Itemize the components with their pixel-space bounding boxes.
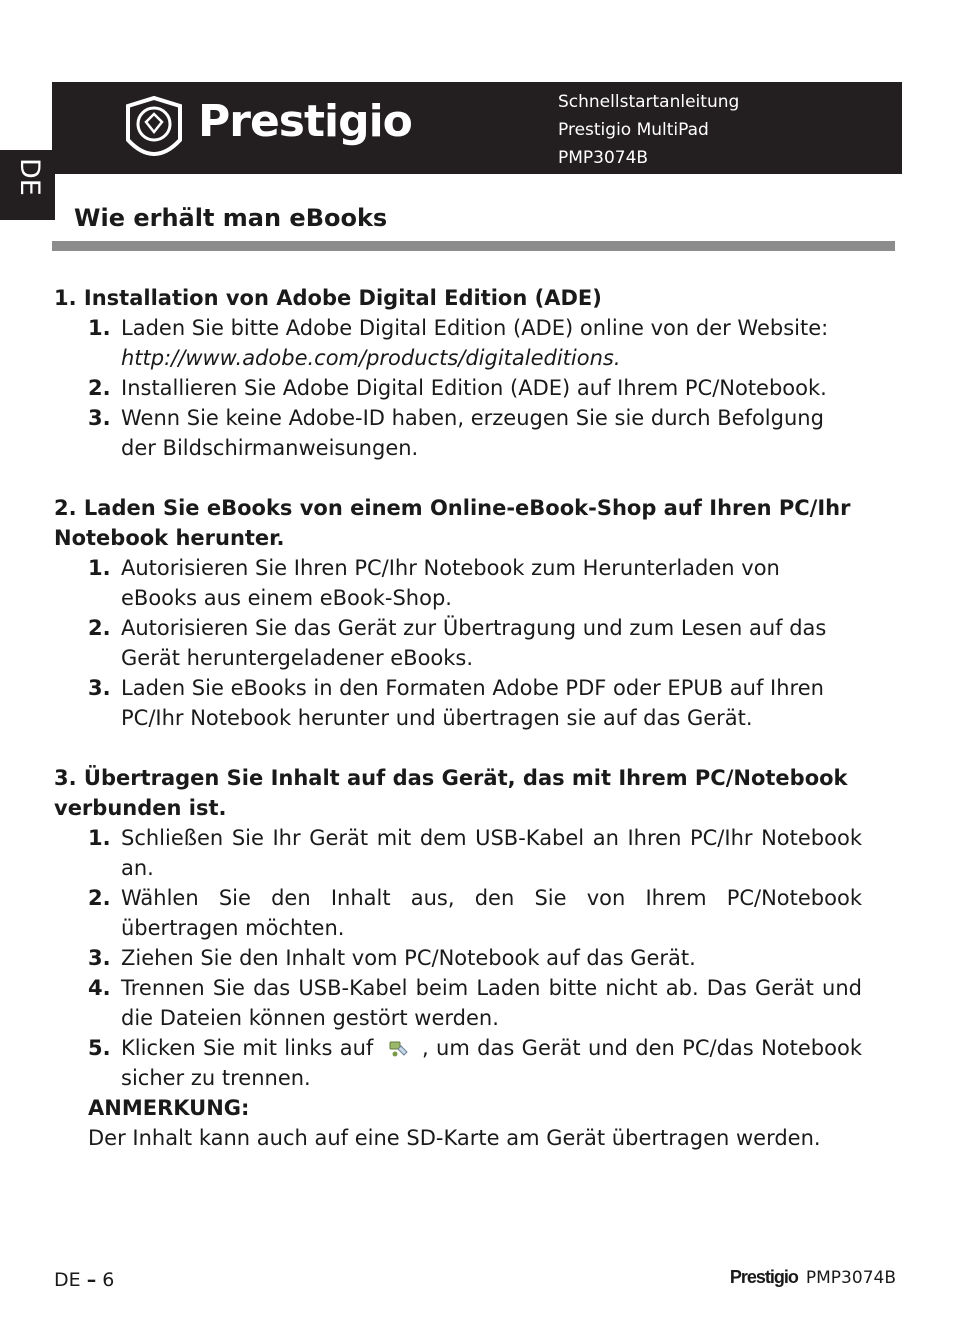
list-item [88,373,862,403]
step-text: Trennen Sie das USB-Kabel beim Laden bitte nicht ab. Das Gerät und die Dateien können gestört werden. [121,976,862,1030]
step-text-main: Laden Sie bitte Adobe Digital Edition (ADE) online von der Website: [121,316,829,340]
step-number: 3. [88,406,111,430]
step-number: 3. [88,676,111,700]
step-number: 2. [88,376,111,400]
step-number: 1. [88,826,111,850]
footer-lang: DE [54,1269,81,1291]
list-item [88,1033,862,1093]
note [54,1093,862,1153]
content [54,283,862,1153]
list-item [88,943,862,973]
section-heading: 2. Laden Sie eBooks von einem Online-eBook-Shop auf Ihren PC/Ihr Notebook herunter. [54,496,851,550]
step-number: 2. [88,886,111,910]
list-item [88,553,862,613]
footer-page: 6 [102,1269,115,1291]
step-list [54,553,862,733]
section-heading: 3. Übertragen Sie Inhalt auf das Gerät, das mit Ihrem PC/Notebook verbunden ist. [54,766,848,820]
step-text: Installieren Sie Adobe Digital Edition (ADE) auf Ihrem PC/Notebook. [121,376,827,400]
step-text [121,1033,862,1093]
footer-logo: Prestigio [729,1267,798,1287]
step-text: Wenn Sie keine Adobe-ID haben, erzeugen Sie sie durch Befolgung der Bildschirmanweisungen. [121,406,824,460]
footer-page-number [54,1269,114,1291]
note-label: ANMERKUNG: [88,1096,250,1120]
list-item [88,883,862,943]
header-product: Prestigio MultiPad [558,120,709,140]
header-model: PMP3074B [558,148,649,168]
step-number: 5. [88,1036,111,1060]
step-text [121,313,862,373]
safely-remove-hardware-icon [387,1039,409,1059]
list-item [88,973,862,1033]
step-number: 1. [88,556,111,580]
language-tab-label: DE [14,158,45,196]
step-text: Schließen Sie Ihr Gerät mit dem USB-Kabel an Ihren PC/Ihr Notebook an. [121,826,862,880]
step-number: 4. [88,976,111,1000]
step-text: Autorisieren Sie das Gerät zur Übertragung und zum Lesen auf das Gerät heruntergeladener eBooks. [121,616,827,670]
footer-dash: – [86,1269,97,1291]
header-info [558,88,739,172]
list-item [88,313,862,373]
list-item [88,823,862,883]
step-text-before: Klicken Sie mit links auf [121,1036,374,1060]
brand-wordmark: Prestigio [198,96,412,147]
footer-model: PMP3074B [805,1268,896,1288]
step-text-after: , um das Gerät und den PC/das Notebook sicher zu trennen. [121,1036,862,1090]
language-tab [0,150,55,220]
section-heading: 1. Installation von Adobe Digital Edition (ADE) [54,286,602,310]
title-rule [52,241,895,251]
header-bar [52,82,902,174]
footer-brand [730,1267,896,1288]
step-list [54,823,862,1093]
page-title: Wie erhält man eBooks [74,204,388,232]
header-doc-type: Schnellstartanleitung [558,92,740,112]
step-number: 2. [88,616,111,640]
adobe-url-link[interactable]: http://www.adobe.com/products/digitaleditions. [121,346,621,370]
list-item [88,613,862,673]
step-list [54,313,862,463]
list-item [88,673,862,733]
step-text: Wählen Sie den Inhalt aus, den Sie von Ihrem PC/Notebook übertragen möchten. [121,886,862,940]
step-text: Laden Sie eBooks in den Formaten Adobe PDF oder EPUB auf Ihren PC/Ihr Notebook herunter und übertragen sie auf das Gerät. [121,676,824,730]
step-text: Autorisieren Sie Ihren PC/Ihr Notebook zum Herunterladen von eBooks aus einem eBook-Shop. [121,556,780,610]
step-text: Ziehen Sie den Inhalt vom PC/Notebook auf das Gerät. [121,946,696,970]
note-text: Der Inhalt kann auch auf eine SD-Karte am Gerät übertragen werden. [88,1126,821,1150]
step-number: 1. [88,316,111,340]
list-item [88,403,862,463]
step-number: 3. [88,946,111,970]
